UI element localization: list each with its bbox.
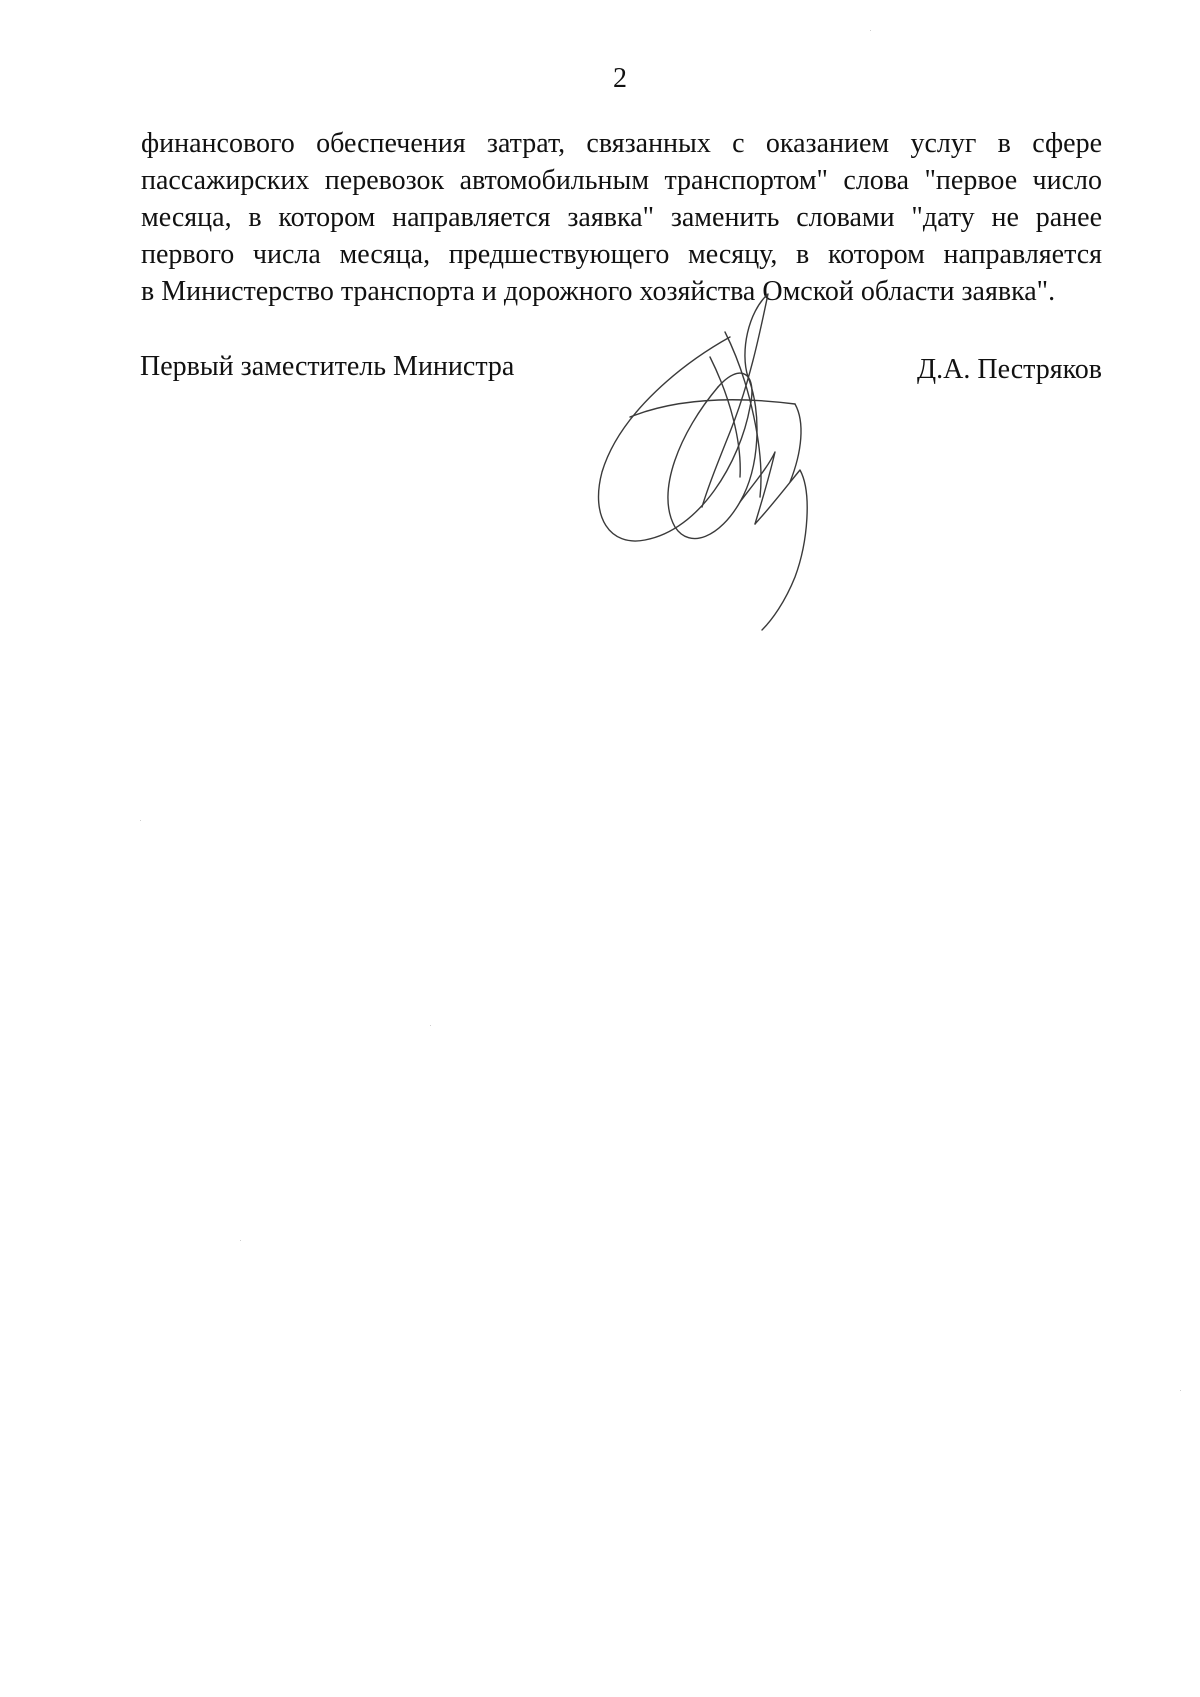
scan-speck (140, 820, 141, 821)
scan-speck (870, 30, 871, 31)
body-line: месяца, в котором направляется заявка" заменить словами "дату не ранее (141, 202, 1102, 233)
body-line: первого числа месяца, предшествующего месяцу, в котором направляется (141, 239, 1102, 270)
body-line: пассажирских перевозок автомобильным транспортом" слова "первое число (141, 165, 1102, 196)
body-line: в Министерство транспорта и дорожного хозяйства Омской области заявка". (141, 276, 1056, 307)
body-paragraph (141, 125, 1102, 310)
page-number: 2 (613, 63, 627, 94)
scan-speck (240, 1240, 241, 1241)
scan-speck (1180, 1390, 1181, 1391)
handwritten-signature (590, 292, 890, 632)
body-line: финансового обеспечения затрат, связанных с оказанием услуг в сфере (141, 128, 1102, 159)
scan-speck (430, 1025, 431, 1026)
signatory-name: Д.А. Пестряков (917, 354, 1102, 385)
signatory-title: Первый заместитель Министра (140, 351, 515, 382)
